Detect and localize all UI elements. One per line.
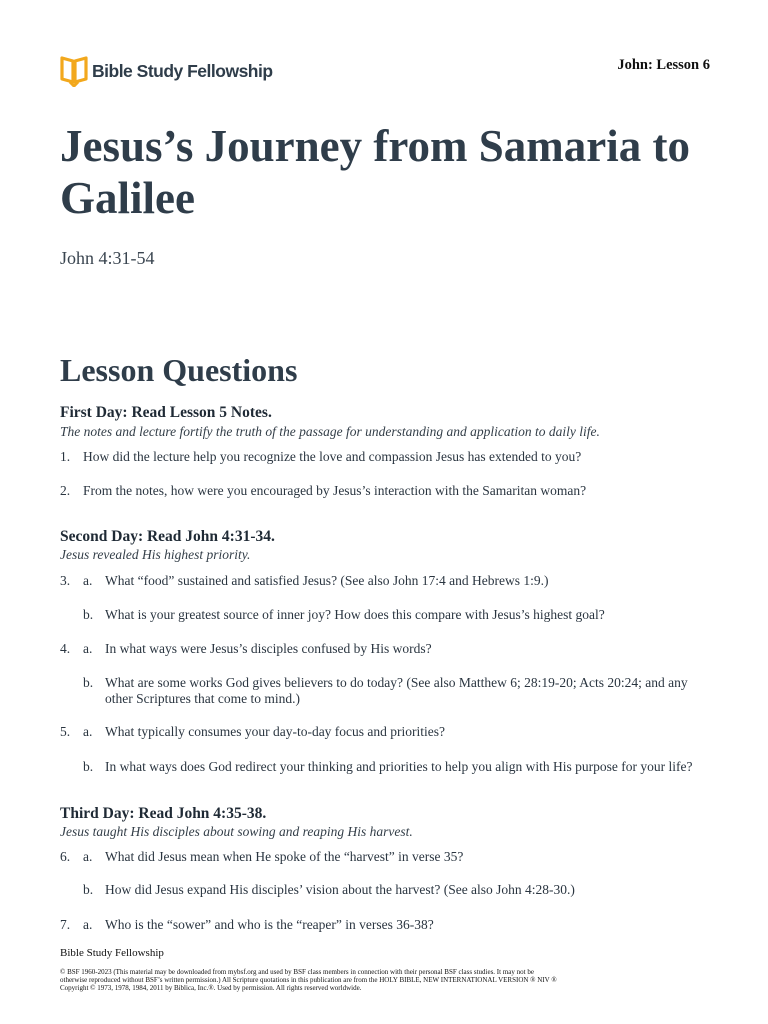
- question-number: 1.: [60, 449, 71, 464]
- question-number: 4.: [60, 641, 71, 656]
- question-letter: b.: [83, 882, 94, 897]
- question-text: From the notes, how were you encouraged by Jesus’s interaction with the Samaritan woman?: [83, 483, 587, 498]
- copyright-notice: © BSF 1960-2023 (This material may be downloaded from mybsf.org and used by BSF class members in connection with their personal BSF class studies. It may not be otherwise reproduced without BSF’s written permission.) All Scripture quotations in this publication are from the HOLY BIBLE, NEW INTERNATIONAL VERSION ® NIV ® Copyright © 1973, 1978, 1984, 2011 by Biblica, Inc.®. Used by permission. All rights reserved worldwide.: [60, 968, 557, 992]
- book-logo-icon: [60, 55, 88, 87]
- day-heading: Second Day: Read John 4:31-34.: [60, 528, 275, 545]
- page-title: Jesus’s Journey from Samaria to Galilee: [60, 121, 690, 223]
- scripture-passage: John 4:31-54: [60, 248, 155, 268]
- question-text: What “food” sustained and satisfied Jesus? (See also John 17:4 and Hebrews 1:9.): [105, 573, 549, 588]
- footer-organization: Bible Study Fellowship: [60, 947, 164, 959]
- question-letter: a.: [83, 724, 93, 739]
- day-heading: Third Day: Read John 4:35-38.: [60, 805, 267, 822]
- question-letter: a.: [83, 573, 93, 588]
- question-number: 2.: [60, 483, 71, 498]
- logo-text: Bible Study Fellowship: [92, 60, 273, 81]
- bsf-logo: [60, 55, 273, 87]
- question-number: 3.: [60, 573, 71, 588]
- question-number: 7.: [60, 917, 71, 932]
- question-letter: a.: [83, 917, 93, 932]
- question-text: How did Jesus expand His disciples’ vision about the harvest? (See also John 4:28-30.): [105, 882, 575, 897]
- question-letter: a.: [83, 641, 93, 656]
- question-number: 6.: [60, 849, 71, 864]
- question-text: What did Jesus mean when He spoke of the “harvest” in verse 35?: [105, 849, 464, 864]
- question-number: 5.: [60, 724, 71, 739]
- lesson-tag: John: Lesson 6: [617, 57, 710, 73]
- question-letter: a.: [83, 849, 93, 864]
- day-heading: First Day: Read Lesson 5 Notes.: [60, 404, 272, 421]
- section-title: Lesson Questions: [60, 352, 298, 388]
- question-text: In what ways were Jesus’s disciples confused by His words?: [105, 641, 432, 656]
- question-text: Who is the “sower” and who is the “reaper” in verses 36-38?: [105, 917, 434, 932]
- day-subheading: Jesus taught His disciples about sowing and reaping His harvest.: [60, 824, 413, 839]
- question-letter: b.: [83, 675, 94, 690]
- question-text: How did the lecture help you recognize the love and compassion Jesus has extended to you?: [83, 449, 582, 464]
- question-text: What are some works God gives believers to do today? (See also Matthew 6; 28:19-20; Acts 20:24; and any other Scriptures that come to mind.): [105, 675, 688, 706]
- question-text: What typically consumes your day-to-day focus and priorities?: [105, 724, 446, 739]
- question-text: What is your greatest source of inner joy? How does this compare with Jesus’s highest goal?: [105, 607, 605, 622]
- day-subheading: Jesus revealed His highest priority.: [60, 547, 251, 562]
- question-letter: b.: [83, 607, 94, 622]
- day-subheading: The notes and lecture fortify the truth of the passage for understanding and application to daily life.: [60, 424, 600, 439]
- question-letter: b.: [83, 759, 94, 774]
- question-text: In what ways does God redirect your thinking and priorities to help you align with His purpose for your life?: [105, 759, 693, 774]
